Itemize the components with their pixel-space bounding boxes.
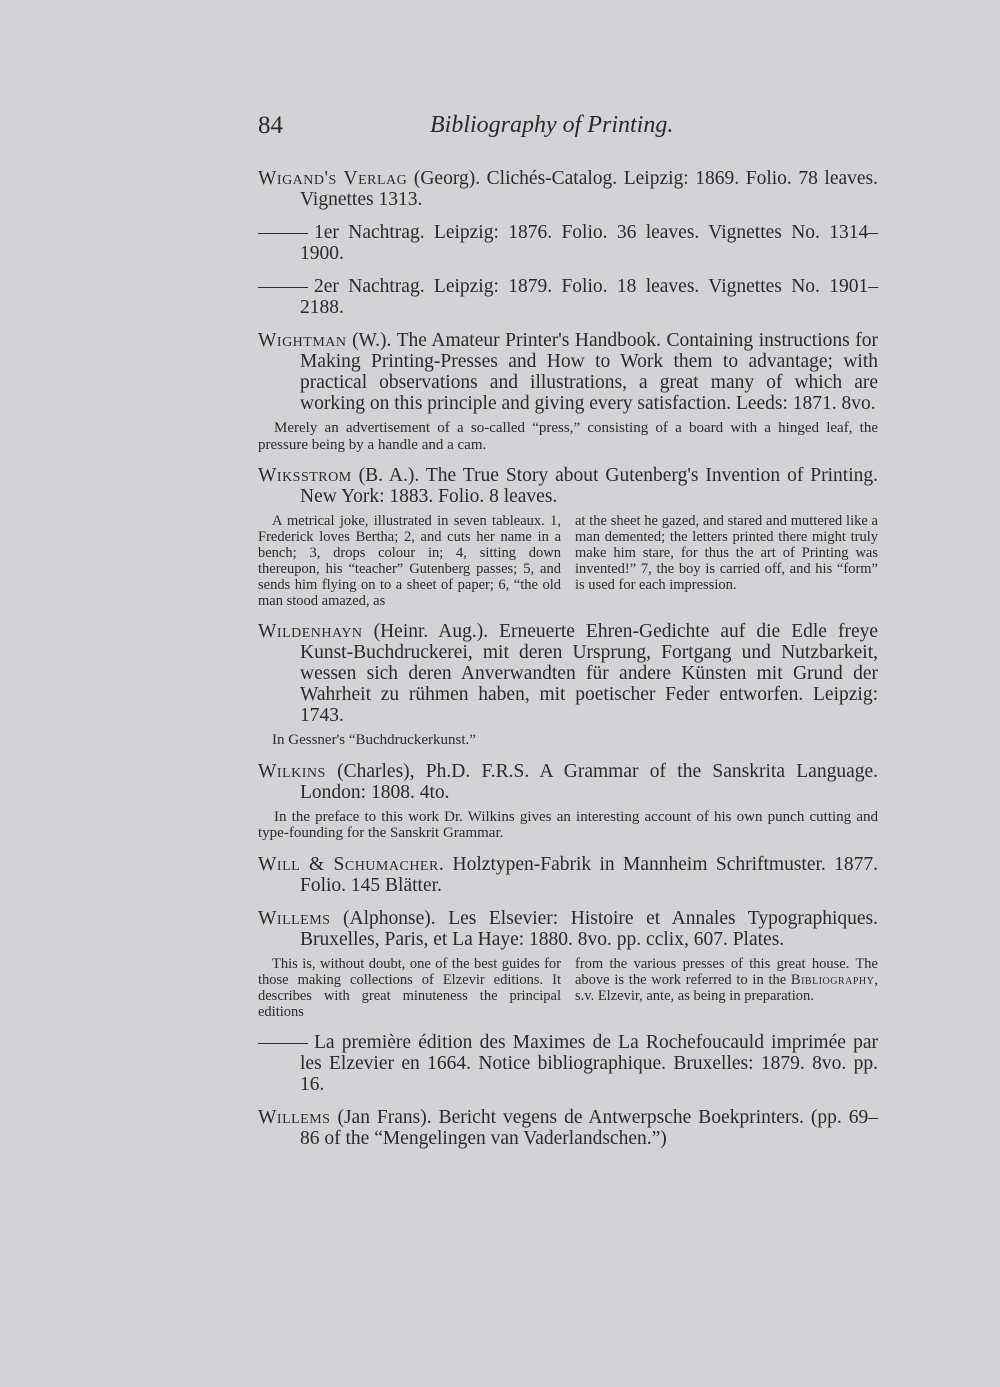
ditto-dash [258,287,308,288]
entry-author: Wightman [258,330,347,351]
entry-willems-jan [258,1107,878,1149]
entry-author: Will & Schumacher. [258,853,445,875]
entry-wigand-supplement-1 [258,222,878,264]
note-text: , s.v. Elzevir, ante, as being in preparation. [575,971,878,1004]
entry-text: La première édition des Maximes de La Rochefoucauld imprimée par les Elzevier en 1664. Notice bibliographique. Bruxelles: 1879. 8vo. pp. 16. [300,1031,878,1095]
page-header [258,112,878,152]
entry-text: 1er Nachtrag. Leipzig: 1876. Folio. 36 leaves. Vignettes No. 1314–1900. [300,222,878,264]
note-column-right: at the sheet he gazed, and stared and muttered like a man demented; the letters printed there might truly make him stare, for thus the art of Printing was invented!” 7, the boy is carried off, and his “form” is used for each impression. [575,513,878,593]
entry-note-columns [258,513,878,609]
ditto-dash [258,1043,308,1044]
entry-text: (Alphonse). Les Elsevier: Histoire et Annales Typographiques. Bruxelles, Paris, et La Haye: 1880. 8vo. pp. cclix, 607. Plates. [300,907,879,950]
entry-author: Willems [258,907,331,929]
note-smallcaps: Bibliography [790,971,875,988]
entry-text: (B. A.). The True Story about Gutenberg's Invention of Printing. New York: 1883. Folio. 8 leaves. [300,465,878,507]
ditto-dash [258,233,308,234]
entry-text: (Georg). Clichés-Catalog. Leipzig: 1869. Folio. 78 leaves. Vignettes 1313. [300,168,879,210]
entry-note: In the preface to this work Dr. Wilkins gives an interesting account of his own punch cutting and type-founding for the Sanskrit Grammar. [258,808,878,841]
entry-text: Holztypen-Fabrik in Mannheim Schriftmuster. 1877. Folio. 145 Blätter. [300,853,879,896]
bibliography-entries [258,168,878,1161]
running-title: Bibliography of Printing. [430,112,674,138]
note-text: from the various presses of this great house. The above is the work referred to in the [575,955,878,988]
entry-note: Merely an advertisement of a so-called “press,” consisting of a board with a hinged leaf, the pressure being by a handle and a cam. [258,420,878,453]
entry-note-columns [258,956,878,1020]
entry-text: 2er Nachtrag. Leipzig: 1879. Folio. 18 leaves. Vignettes No. 1901–2188. [300,276,878,318]
entry-text: (Charles), Ph.D. F.R.S. A Grammar of the Sanskrita Language. London: 1808. 4to. [300,760,879,803]
entry-will-schumacher [258,854,878,896]
entry-author: Willems [258,1106,331,1128]
entry-willems-alphonse-2 [258,1032,878,1095]
entry-author: Wilkins [258,760,326,782]
entry-wildenhayn [258,621,878,749]
page-number: 84 [258,112,283,139]
entry-wiksstrom [258,465,878,609]
entry-author: Wigand's Verlag [258,168,408,189]
note-column-left: A metrical joke, illustrated in seven tableaux. 1, Frederick loves Bertha; 2, and cuts her name in a bench; 3, drops colour in; 4, sitting down thereupon, his “teacher” Gutenberg passes; 5, and sends him flying on to a sheet of paper; 6, “the old man stood amazed, as [258,513,561,609]
entry-note: In Gessner's “Buchdruckerkunst.” [272,732,476,748]
entry-wilkins [258,761,878,842]
entry-text: (W.). The Amateur Printer's Handbook. Containing instructions for Making Printing-Presses and How to Work them to advantage; with practical observations and illustrations, a great many of which are working on this principle and giving every satisfaction. Leeds: 1871. 8vo. [300,330,878,414]
entry-text: (Jan Frans). Bericht vegens de Antwerpsche Boekprinters. (pp. 69–86 of the “Mengelingen van Vaderlandschen.”) [300,1106,878,1149]
entry-wightman [258,330,878,453]
entry-wigand-supplement-2 [258,276,878,318]
entry-willems-alphonse [258,908,878,1020]
entry-text: (Heinr. Aug.). Erneuerte Ehren-Gedichte auf die Edle freye Kunst-Buchdruckerei, mit deren Ursprung, Fortgang und Nutzbarkeit, wessen sich deren Anverwandten für andere Künsten mit Grund der Wahrheit zu rühmen haben, mit poetischer Feder entworfen. Leipzig: 1743. [300,621,879,726]
entry-wigand [258,168,878,210]
entry-author: Wildenhayn [258,621,363,642]
note-column-left: This is, without doubt, one of the best guides for those making collections of Elzevir editions. It describes with great minuteness the principal editions [258,955,561,1020]
entry-author: Wiksstrom [258,465,352,486]
note-column-right [575,956,878,1020]
